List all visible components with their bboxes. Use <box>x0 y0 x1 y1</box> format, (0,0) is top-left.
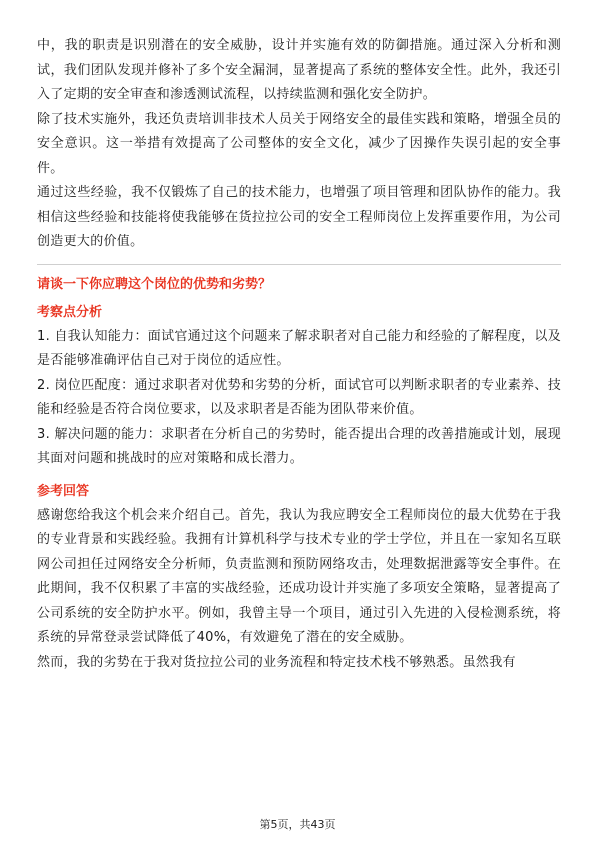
intro-paragraph-3: 通过这些经验，我不仅锻炼了自己的技术能力，也增强了项目管理和团队协作的能力。我相信这些经验和技能将使我能够在货拉拉公司的安全工程师岗位上发挥重要作用，为公司创造更大的价值。 <box>37 185 561 249</box>
analysis-item-1: 1. 自我认知能力：面试官通过这个问题来了解求职者对自己能力和经验的了解程度，以及是否能够准确评估自己对于岗位的适应性。 <box>37 328 561 368</box>
intro-paragraph-2: 除了技术实施外，我还负责培训非技术人员关于网络安全的最佳实践和策略，增强全员的安全意识。这一举措有效提高了公司整体的安全文化，减少了因操作失误引起的安全事件。 <box>37 111 561 176</box>
analysis-item-3: 3. 解决问题的能力：求职者在分析自己的劣势时，能否提出合理的改善措施或计划，展现其面对问题和挑战时的应对策略和成长潜力。 <box>37 426 561 466</box>
document-body <box>37 34 561 675</box>
answer-paragraph-1: 感谢您给我这个机会来介绍自己。首先，我认为我应聘安全工程师岗位的最大优势在于我的专业背景和实践经验。我拥有计算机科学与技术专业的学士学位，并且在一家知名互联网公司担任过网络安全分析师，负责监测和预防网络攻击，处理数据泄露等安全事件。在此期间，我不仅积累了丰富的实战经验，还成功设计并实施了多项安全策略，显著提高了公司系统的安全防护水平。例如，我曾主导一个项目，通过引入先进的入侵检测系统，将系统的异常登录尝试降低了40%，有效避免了潜在的安全威胁。 <box>37 507 561 645</box>
page-number: 第5页，共43页 <box>259 818 336 831</box>
intro-paragraph-1: 中，我的职责是识别潜在的安全威胁，设计并实施有效的防御措施。通过深入分析和测试，我们团队发现并修补了多个安全漏洞，显著提高了系统的整体安全性。此外，我还引入了定期的安全审查和渗透测试流程，以持续监测和强化安全防护。 <box>37 38 561 102</box>
analysis-item-2: 2. 岗位匹配度：通过求职者对优势和劣势的分析，面试官可以判断求职者的专业素养、技能和经验是否符合岗位要求，以及求职者是否能为团队带来价值。 <box>37 377 561 417</box>
question-heading: 请谈一下你应聘这个岗位的优势和劣势？ <box>37 276 272 292</box>
answer-heading: 参考回答 <box>37 483 90 499</box>
analysis-heading: 考察点分析 <box>37 304 103 320</box>
answer-paragraph-2: 然而，我的劣势在于我对货拉拉公司的业务流程和特定技术栈不够熟悉。虽然我有 <box>37 654 516 670</box>
section-divider <box>37 264 561 265</box>
